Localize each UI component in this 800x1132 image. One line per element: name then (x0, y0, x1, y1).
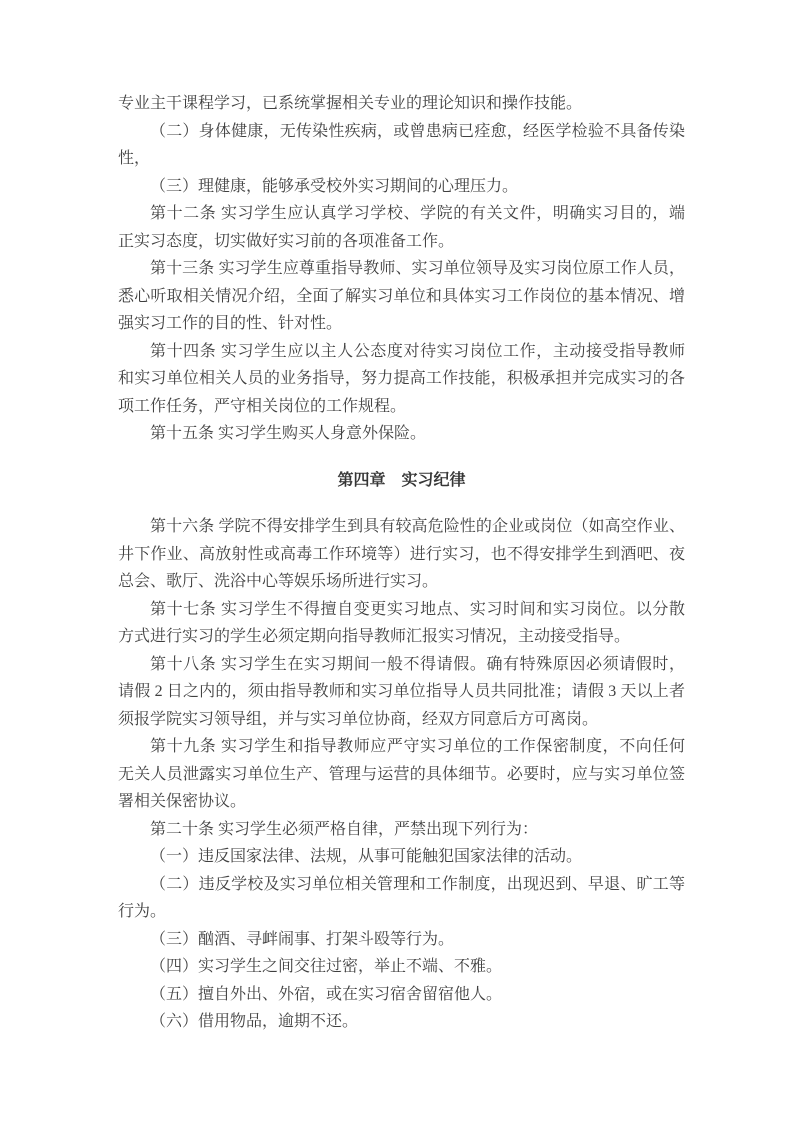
doc-line: 第十六条 学院不得安排学生到具有较高危险性的企业或岗位（如高空作业、 (150, 518, 685, 535)
doc-line: 行为。 (118, 903, 167, 920)
doc-line: 正实习态度，切实做好实习前的各项准备工作。 (118, 232, 455, 250)
doc-line: 第十八条 实习学生在实习期间一般不得请假。确有特殊原因必须请假时， (150, 655, 685, 673)
doc-line: 第二十条 实习学生必须严格自律，严禁出现下列行为： (150, 820, 539, 838)
doc-line: （三）理健康，能够承受校外实习期间的心理压力。 (150, 177, 519, 195)
doc-line: （五）擅自外出、外宿，或在实习宿舍留宿他人。 (150, 985, 503, 1003)
doc-line: （二）违反学校及实习单位相关管理和工作制度，出现迟到、早退、旷工等 (150, 875, 685, 893)
doc-line: 方式进行实习的学生必须定期向指导教师汇报实习情况，主动接受指导。 (118, 628, 631, 645)
doc-line: 第十五条 实习学生购买人身意外保险。 (150, 425, 427, 442)
doc-line: 署相关保密协议。 (118, 793, 247, 810)
doc-line: （二）身体健康，无传染性疾病，或曾患病已痊愈，经医学检验不具备传染 (150, 122, 685, 140)
doc-line: （四）实习学生之间交往过密，举止不端、不雅。 (150, 958, 503, 975)
doc-line: （一）违反国家法律、法规，从事可能触犯国家法律的活动。 (150, 848, 583, 865)
doc-line: 性， (118, 150, 151, 167)
doc-line: 总会、歌厅、洗浴中心等娱乐场所进行实习。 (118, 573, 439, 590)
doc-line: 第十九条 实习学生和指导教师应严守实习单位的工作保密制度，不向任何 (150, 738, 685, 755)
doc-line: 第十三条 实习学生应尊重指导教师、实习单位领导及实习岗位原工作人员， (150, 260, 685, 277)
doc-line: 井下作业、高放射性或高毒工作环境等）进行实习，也不得安排学生到酒吧、夜 (118, 545, 685, 563)
chapter-heading: 第四章 实习纪律 (337, 471, 466, 489)
doc-line: （六）借用物品，逾期不还。 (150, 1013, 359, 1030)
doc-line: （三）酗酒、寻衅闹事、打架斗殴等行为。 (150, 930, 455, 948)
doc-line: 第十二条 实习学生应认真学习学校、学院的有关文件，明确实习目的，端 (150, 205, 685, 222)
doc-line: 无关人员泄露实习单位生产、管理与运营的具体细节。必要时，应与实习单位签 (118, 765, 685, 783)
doc-line: 悉心听取相关情况介绍，全面了解实习单位和具体实习工作岗位的基本情况、增 (118, 287, 685, 305)
doc-line: 和实习单位相关人员的业务指导，努力提高工作技能，积极承担并完成实习的各 (118, 370, 685, 387)
doc-line: 须报学院实习领导组，并与实习单位协商，经双方同意后方可离岗。 (118, 710, 599, 728)
doc-line: 第十七条 实习学生不得擅自变更实习地点、实习时间和实习岗位。以分散 (150, 600, 685, 618)
doc-line: 请假 2 日之内的，须由指导教师和实习单位指导人员共同批准；请假 3 天以上者 (118, 683, 685, 700)
doc-line: 项工作任务，严守相关岗位的工作规程。 (118, 397, 407, 415)
doc-line: 专业主干课程学习，已系统掌握相关专业的理论知识和操作技能。 (118, 95, 583, 112)
doc-line: 强实习工作的目的性、针对性。 (118, 315, 343, 332)
document-body (118, 90, 685, 1036)
doc-line: 第十四条 实习学生应以主人公态度对待实习岗位工作，主动接受指导教师 (150, 342, 685, 360)
